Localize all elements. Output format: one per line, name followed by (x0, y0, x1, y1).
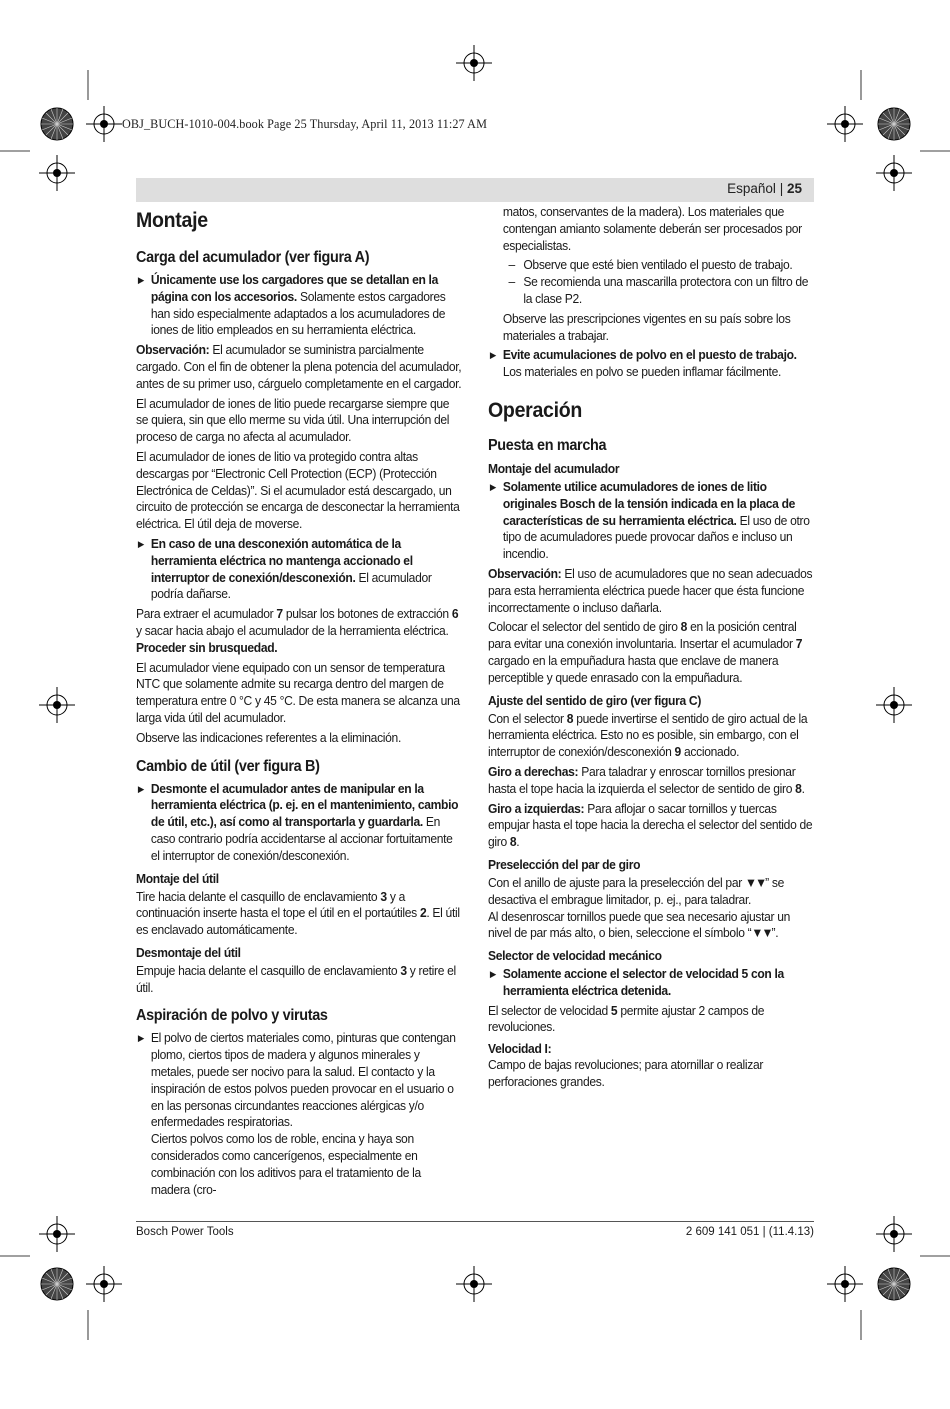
paragraph-velocidad: El selector de velocidad 5 permite ajustar 2 campos de revoluciones. (488, 1002, 765, 1035)
dash-item: – Observe que esté bien ventilado el puesto de trabajo. (488, 257, 814, 274)
drill-symbol-icon: ▼▼ (744, 874, 766, 890)
separator: | (779, 181, 784, 196)
paragraph-polvos: Ciertos polvos como los de roble, encina y haya son considerados como cancerígenos, especialmente en combinación con los aditivos para el tratamiento de la madera (cro- (150, 1131, 421, 1197)
paragraph-selector: Con el selector 8 puede invertirse el sentido de giro actual de la herramienta eléctrica. Esto no es posible, sin embargo, con el interruptor de conexión/desconexión 9 accionado. (488, 710, 808, 760)
crosshair-mark (876, 687, 912, 723)
footer-brand: Bosch Power Tools (136, 1226, 234, 1238)
heading-carga: Carga del acumulador (ver figura A) (136, 249, 370, 266)
heading-preseleccion: Preselección del par de giro (488, 856, 641, 872)
paragraph-par: Con el anillo de ajuste para la preselección del par ▼▼” se desactiva el embrague limitador, p. ej., para taladrar. Al desenroscar tornillos puede que sea necesario ajustar un nivel de par más alto, o bien, seleccione el símbolo “▼▼”. (488, 874, 791, 941)
heading-velocidad-i: Velocidad I: (488, 1041, 552, 1057)
bullet-desconexion: ▶ En caso de una desconexión automática de la herramienta eléctrica no mantenga accionado el interruptor de conexión/desconexión. El acumulador podría dañarse. (136, 536, 462, 603)
heading-desmontaje: Desmontaje del útil (136, 944, 241, 960)
star-mark-top-left (41, 108, 73, 140)
paragraph-observacion: Observación: El uso de acumuladores que no sean adecuados para esta herramienta eléctrica puede hacer que ésta funcione incorrectamente o incluso dañarla. (488, 565, 813, 615)
heading-cambio: Cambio de útil (ver figura B) (136, 757, 320, 775)
bullet-acumulaciones: ▶ Evite acumulaciones de polvo en el puesto de trabajo. Los materiales en polvo se pueden inflamar fácilmente. (488, 347, 814, 381)
print-header: OBJ_BUCH-1010-004.book Page 25 Thursday, April 11, 2013 11:27 AM (122, 117, 488, 131)
star-mark-bottom-right (878, 1268, 910, 1300)
paragraph-colocar: Colocar el selector del sentido de giro 8 en la posición central para evitar una conexión involuntaria. Insertar el acumulador 7 cargado en la empuñadura hasta que enclave de manera perceptible y quede enrasado con la empuñadura. (488, 619, 803, 685)
star-mark-top-right (878, 108, 910, 140)
crosshair-mark (86, 1266, 122, 1302)
star-mark-bottom-left (41, 1268, 73, 1300)
paragraph-giro-izquierdas: Giro a izquierdas: Para aflojar o sacar tornillos y tuercas empujar hasta el tope hacia la derecha el selector del sentido de giro 8. (488, 800, 813, 850)
bullet-velocidad: ▶ Solamente accione el selector de velocidad 5 con la herramienta eléctrica detenida. (488, 966, 814, 1000)
language-label: Español (727, 181, 776, 196)
crosshair-mark (876, 1216, 912, 1252)
paragraph-observacion: Observación: El acumulador se suministra parcialmente cargado. Con el fin de obtener la plena potencia del acumulador, antes de su primer uso, cárguelo completamente en el cargador. (136, 342, 462, 391)
footer-doc-number: 2 609 141 051 | (11.4.13) (685, 1226, 814, 1238)
bullet-desmonte: ▶ Desmonte el acumulador antes de manipular en la herramienta eléctrica (p. ej. en el mantenimiento, cambio de útil, etc.), así como al transportarla y guardarla. En caso contrario podría accidentarse al accionar fortuitamente el interruptor de conexión/desconexión. (136, 781, 462, 865)
paragraph-extraer: Para extraer el acumulador 7 pulsar los botones de extracción 6 y sacar hacia abajo el acumulador de la herramienta eléctrica. Proceder sin brusquedad. (136, 606, 459, 655)
crosshair-mark (39, 1216, 75, 1252)
right-column (488, 204, 814, 1091)
crosshair-mark (827, 106, 863, 142)
dash-item: – Se recomienda una mascarilla protectora con un filtro de la clase P2. (488, 274, 814, 308)
paragraph-bajas: Campo de bajas revoluciones; para atornillar o realizar perforaciones grandes. (488, 1057, 764, 1090)
crosshair-mark (876, 155, 912, 191)
paragraph: El acumulador de iones de litio puede recargarse siempre que se quiera, sin que ello merme su vida útil. Una interrupción del proceso de carga no afecta al acumulador. (136, 395, 450, 445)
paragraph: Observe las prescripciones vigentes en su país sobre los materiales a trabajar. (502, 310, 791, 343)
paragraph: Observe las indicaciones referentes a la eliminación. (136, 729, 402, 745)
crosshair-mark (456, 1266, 492, 1302)
heading-aspiracion: Aspiración de polvo y virutas (136, 1007, 328, 1025)
heading-ajuste: Ajuste del sentido de giro (ver figura C) (488, 692, 702, 708)
paragraph-desmontaje: Empuje hacia delante el casquillo de enclavamiento 3 y retire el útil. (136, 962, 456, 995)
heading-montaje-acumulador: Montaje del acumulador (488, 460, 620, 476)
paragraph: El acumulador viene equipado con un sensor de temperatura NTC que solamente admite su recarga dentro del margen de temperatura entre 0 °C y 45 °C. De esta manera se alcanza una larga vida útil del acumulador. (136, 659, 460, 725)
crosshair-mark (456, 45, 492, 81)
paragraph: El acumulador de iones de litio va protegido contra altas descargas por “Electronic Cell Protection (ECP) (Protección Electrónica de Celdas)”. Si el acumulador está descargado, un circuito de protección se encarga de desconectar la herramienta eléctrica. El útil deja de moverse. (136, 448, 460, 532)
bullet-polvo: ▶ El polvo de ciertos materiales como, pinturas que contengan plomo, ciertos tipos de madera y algunos minerales y metales, puede ser nocivo para la salud. El contacto y la inspiración de estos polvos pueden provocar en el usuario o en las personas circundantes reacciones alérgicas y/o enfermedades respiratorias. (136, 1030, 462, 1131)
crosshair-mark (827, 1266, 863, 1302)
paragraph-giro-derechas: Giro a derechas: Para taladrar y enroscar tornillos presionar hasta el tope hacia la izquierda el selector de sentido de giro 8. (488, 763, 805, 796)
page-label (727, 181, 802, 196)
drill-symbol-icon: ▼▼ (751, 925, 772, 941)
header-band (136, 178, 814, 202)
left-column (136, 204, 462, 1198)
heading-selector-velocidad: Selector de velocidad mecánico (488, 948, 662, 964)
crosshair-mark (39, 155, 75, 191)
heading-montaje-util: Montaje del útil (136, 870, 219, 886)
paragraph-montaje-util: Tire hacia delante el casquillo de enclavamiento 3 y a continuación inserte hasta el tope el útil en el portaútiles 2. El útil es enclavado automáticamente. (136, 888, 460, 938)
crosshair-mark (39, 687, 75, 723)
page-number: 25 (786, 181, 802, 196)
crosshair-mark (86, 106, 122, 142)
bullet-originales: ▶ Solamente utilice acumuladores de iones de litio originales Bosch de la tensión indicada en la placa de características de su herramienta eléctrica. El uso de otro tipo de acumuladores puede provocar daños e incluso un incendio. (488, 479, 814, 563)
section-title-operacion: Operación (488, 398, 583, 422)
bullet-cargadores: ▶ Únicamente use los cargadores que se detallan en la página con los accesorios. Solamente estos cargadores han sido especialmente adaptados a los acumuladores de iones de litio empleados en su herramienta eléctrica. (136, 272, 462, 339)
paragraph-continuation: matos, conservantes de la madera). Los materiales que contengan amianto solamente deberán ser procesados por especialistas. (502, 204, 802, 253)
heading-puesta: Puesta en marcha (488, 436, 607, 454)
section-title-montaje: Montaje (136, 209, 208, 232)
footer-rule (136, 1221, 814, 1222)
